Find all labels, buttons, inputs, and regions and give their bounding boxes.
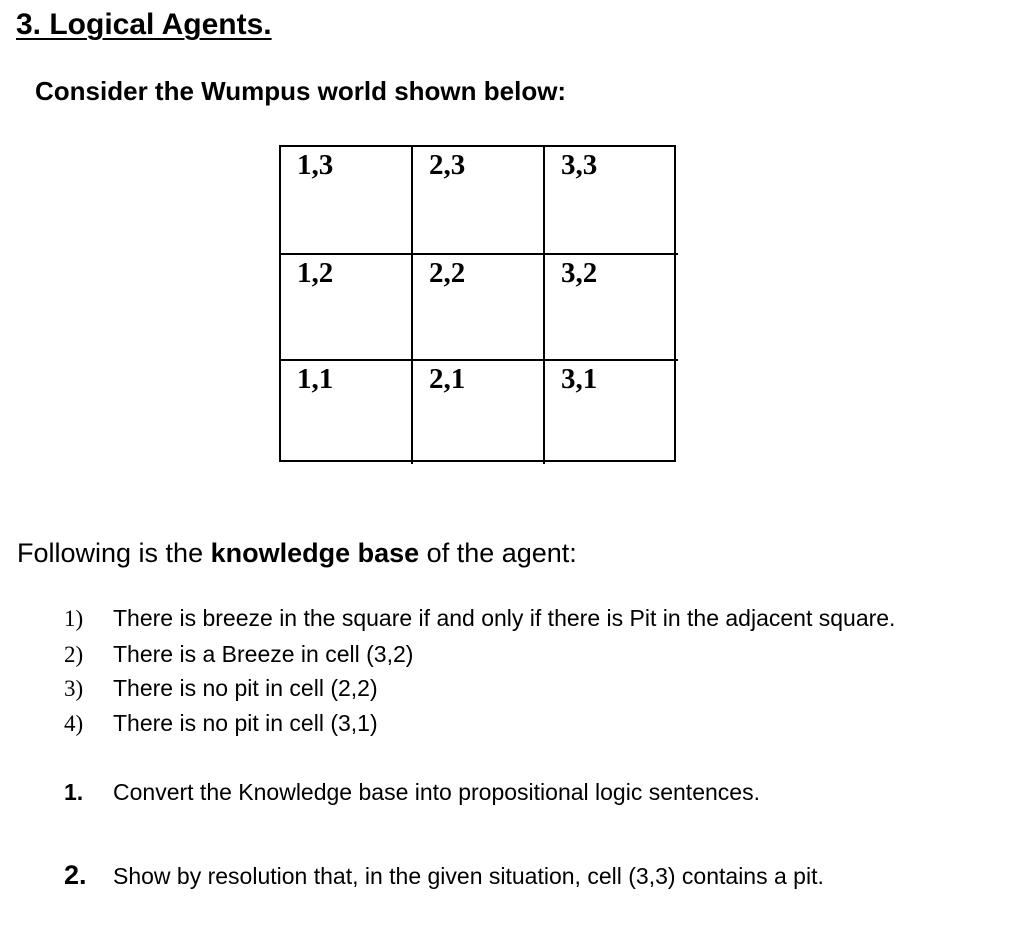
grid-cell	[545, 361, 678, 464]
grid-cell	[281, 147, 413, 255]
cell-label: 1,1	[297, 363, 334, 395]
kb-item-text: There is a Breeze in cell (3,2)	[113, 641, 414, 667]
kb-item-text: There is no pit in cell (2,2)	[113, 675, 378, 701]
kb-item-number: 2)	[64, 642, 84, 667]
kb-item-number: 3)	[64, 676, 84, 701]
grid-cell	[545, 255, 678, 361]
kb-item	[64, 710, 378, 737]
grid-cell	[413, 147, 545, 255]
kb-intro-pre: Following is the	[17, 538, 211, 568]
cell-label: 1,2	[297, 257, 334, 289]
cell-label: 2,1	[429, 363, 466, 395]
cell-label: 3,2	[561, 257, 598, 289]
cell-label: 2,3	[429, 149, 466, 181]
cell-label: 2,2	[429, 257, 466, 289]
intro-text: Consider the Wumpus world shown below:	[35, 76, 567, 106]
kb-item-text: There is no pit in cell (3,1)	[113, 710, 378, 736]
cell-label: 3,1	[561, 363, 598, 395]
question-item	[64, 860, 824, 891]
kb-item	[64, 605, 895, 632]
kb-intro-bold: knowledge base	[210, 538, 420, 568]
cell-label: 3,3	[561, 149, 598, 181]
grid-cell	[545, 147, 678, 255]
wumpus-grid	[279, 145, 676, 462]
grid-cell	[281, 361, 413, 464]
question-item	[64, 779, 760, 806]
question-number: 1.	[64, 779, 84, 805]
kb-item-text: There is breeze in the square if and only if there is Pit in the adjacent square.	[113, 605, 896, 631]
section-heading: 3. Logical Agents.	[16, 8, 272, 41]
kb-item	[64, 641, 413, 668]
kb-intro-post: of the agent:	[419, 538, 577, 568]
knowledge-base-intro	[17, 538, 577, 569]
kb-item-number: 4)	[64, 711, 84, 736]
question-text: Show by resolution that, in the given situation, cell (3,3) contains a pit.	[113, 863, 824, 889]
question-text: Convert the Knowledge base into propositional logic sentences.	[113, 779, 760, 805]
question-number: 2.	[64, 860, 87, 890]
grid-cell	[281, 255, 413, 361]
cell-label: 1,3	[297, 149, 334, 181]
kb-item-number: 1)	[64, 606, 84, 631]
kb-item	[64, 675, 378, 702]
grid-cell	[413, 361, 545, 464]
grid-cell	[413, 255, 545, 361]
